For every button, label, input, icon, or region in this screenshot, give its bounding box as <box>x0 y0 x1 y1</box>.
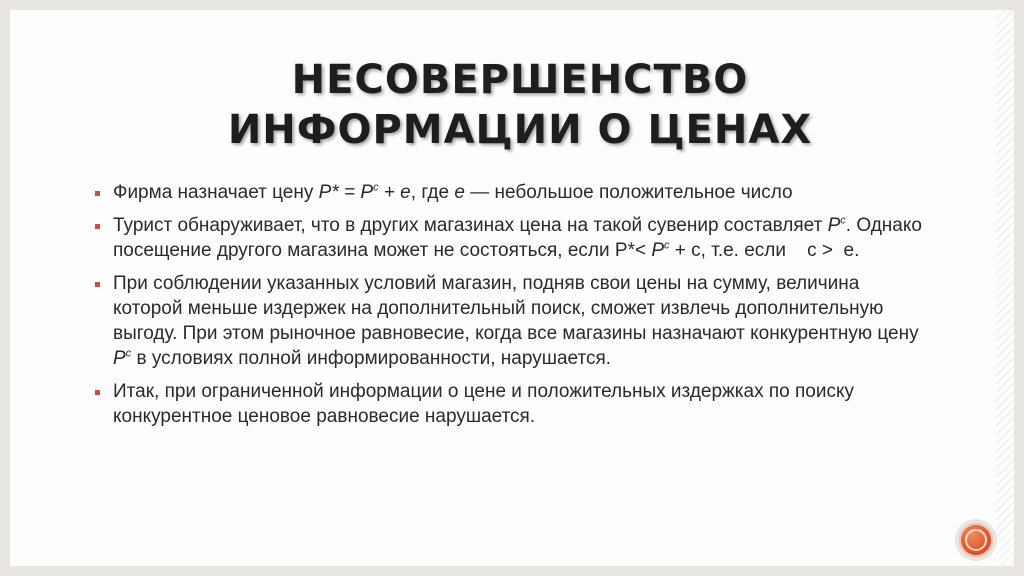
decorative-badge-icon <box>955 519 997 561</box>
bullet-1-formula-b: + e <box>378 182 411 203</box>
bullet-1-text-b: , где <box>410 182 455 203</box>
title-line-1: НЕСОВЕРШЕНСТВО <box>291 56 749 103</box>
slide-title <box>140 55 900 155</box>
frame-left <box>0 0 10 576</box>
bullet-item-2 <box>95 213 925 263</box>
frame-top <box>0 0 1024 10</box>
bullet-4-text-a: Итак, при ограниченной информации о цене и положительных издержках по поиску конкурентное ценовое равновесие нарушается. <box>113 381 854 427</box>
bullet-3-sup-a: c <box>125 347 132 360</box>
bullet-item-4 <box>95 379 925 429</box>
bullet-square-icon <box>95 282 100 287</box>
bullet-square-icon <box>95 224 100 229</box>
bullet-item-1 <box>95 180 925 205</box>
frame-bottom <box>0 566 1024 576</box>
bullet-2-formula-a: P <box>827 215 841 236</box>
bullet-1-formula-c: e <box>454 182 465 203</box>
decorative-pattern <box>996 10 1014 566</box>
bullet-3-text-b: в условиях полной информированности, нарушается. <box>131 348 612 369</box>
bullet-3-formula-a: P <box>113 348 126 369</box>
bullet-1-text-a: Фирма назначает цену <box>113 182 319 203</box>
bullet-1-text-c: — небольшое положительное число <box>464 182 793 203</box>
bullet-square-icon <box>95 390 100 395</box>
bullet-2-text-a: Турист обнаруживает, что в других магазинах цена на такой сувенир составляет <box>113 215 828 236</box>
bullet-2-sup-b: c <box>664 239 670 252</box>
bullet-3-text-a: При соблюдении указанных условий магазин, подняв свои цены на сумму, величина которой меньше издержек на дополнительный поиск, сможет извлечь дополнительную выгоду. При этом рыночное равновесие, когда все магазины назначают конкурентную цену <box>113 273 919 344</box>
frame-right <box>1014 0 1024 576</box>
bullet-1-formula-a: P* = P <box>318 182 374 203</box>
title-line-2: ИНФОРМАЦИИ О ЦЕНАХ <box>227 106 813 153</box>
badge-circle-icon <box>959 523 993 557</box>
bullet-list <box>95 180 925 437</box>
bullet-square-icon <box>95 191 100 196</box>
bullet-2-text-b: . Однако посещение другого магазина может не состояться, если P*< <box>113 215 922 261</box>
bullet-item-3 <box>95 271 925 371</box>
bullet-2-sup-a: c <box>840 214 846 227</box>
bullet-2-formula-b: P <box>651 240 665 261</box>
bullet-1-sup-a: c <box>373 181 379 194</box>
bullet-2-text-c: + с, т.е. если с > е. <box>669 240 860 261</box>
